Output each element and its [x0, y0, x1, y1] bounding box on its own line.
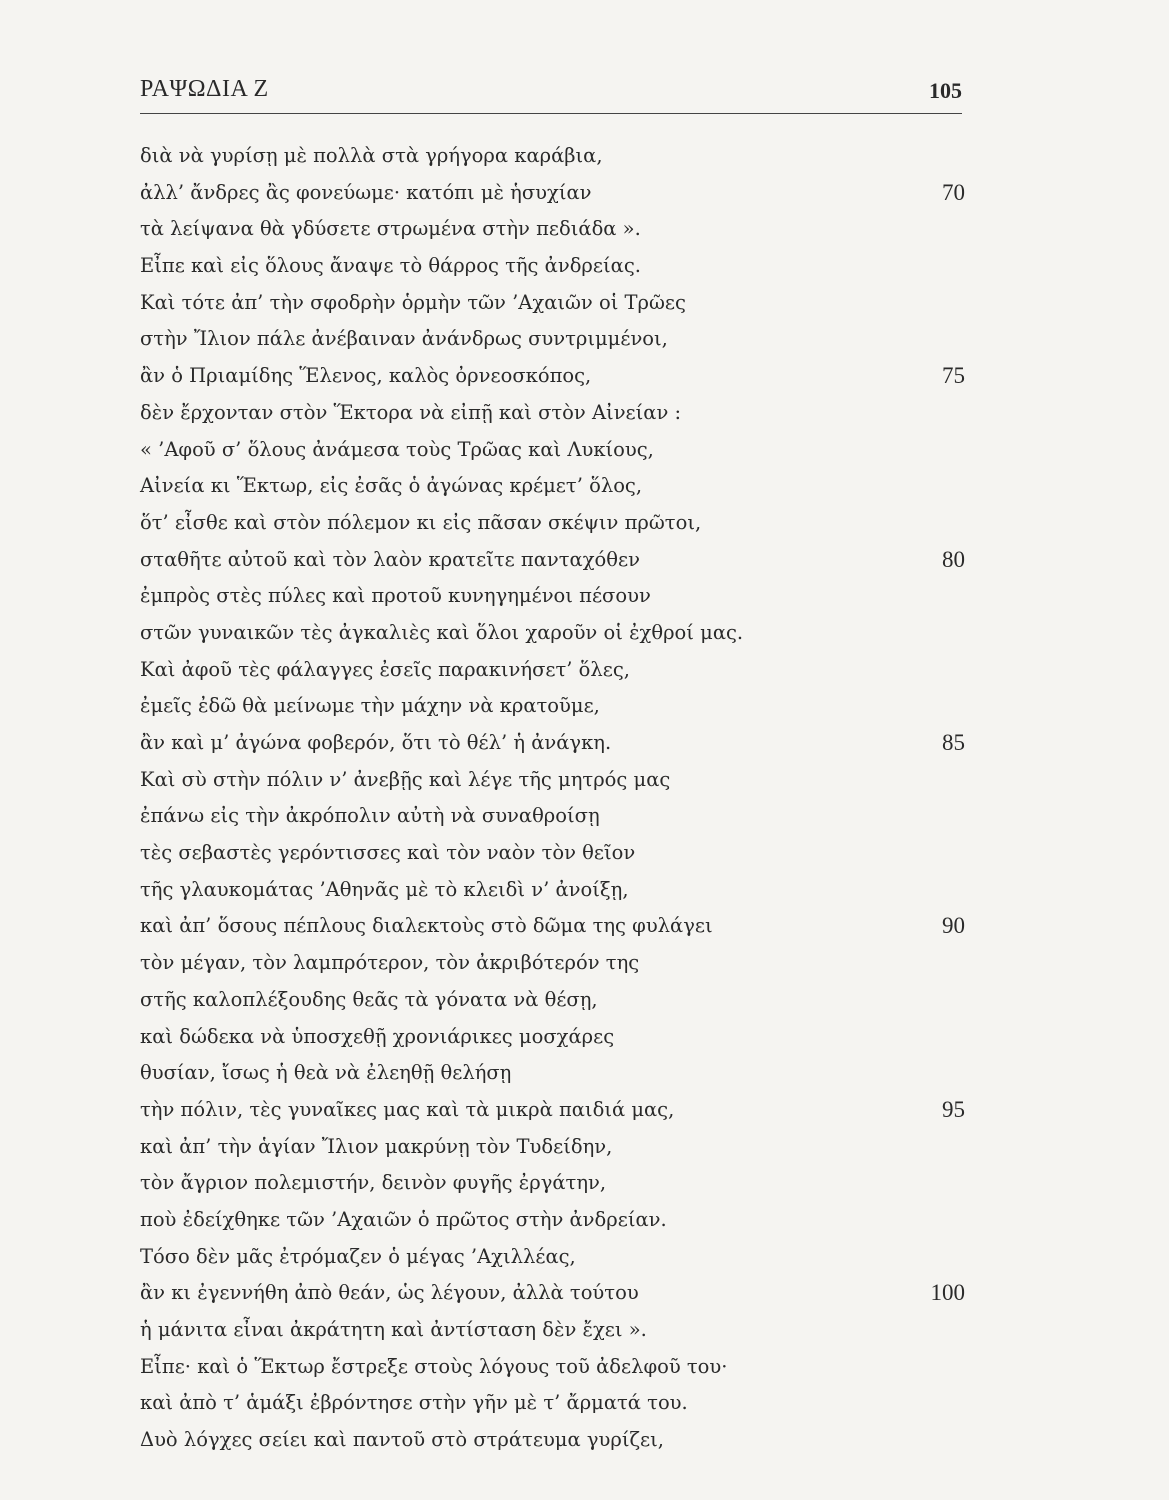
verse-line: [140, 1129, 965, 1166]
verse-line: [140, 872, 965, 909]
verse-line: [140, 211, 965, 248]
verse-text: καὶ ἀπ’ ὅσους πέπλους διαλεκτοὺς στὸ δῶμα της φυλάγει: [140, 914, 713, 938]
verse-line: [140, 1019, 965, 1056]
verse-text: καὶ ἀπ’ τὴν ἁγίαν Ἴλιον μακρύνῃ τὸν Τυδείδην,: [140, 1134, 613, 1158]
verse-text: τὸν ἄγριον πολεμιστήν, δεινὸν φυγῆς ἐργάτην,: [140, 1171, 607, 1195]
verse-text: καὶ ἀπὸ τ’ ἁμάξι ἐβρόντησε στὴν γῆν μὲ τ’ ἄρματά του.: [140, 1391, 688, 1415]
verse-line: [140, 1275, 965, 1312]
running-head: [140, 76, 962, 106]
verse-text: τὴν πόλιν, τὲς γυναῖκες μας καὶ τὰ μικρὰ παιδιά μας,: [140, 1097, 675, 1121]
verse-line: [140, 432, 965, 469]
verse-text: Καὶ τότε ἀπ’ τὴν σφοδρὴν ὁρμὴν τῶν ’Αχαιῶν οἱ Τρῶες: [140, 290, 686, 314]
verse-text: στῶν γυναικῶν τὲς ἀγκαλιὲς καὶ ὅλοι χαροῦν οἱ ἐχθροί μας.: [140, 620, 744, 644]
running-head-title: ΡΑΨΩΔΙΑ Ζ: [140, 76, 269, 102]
verse-line: [140, 1385, 965, 1422]
verse-line: [140, 1312, 965, 1349]
verse-text: Δυὸ λόγχες σείει καὶ παντοῦ στὸ στράτευμα γυρίζει,: [140, 1428, 664, 1452]
verse-text: καὶ δώδεκα νὰ ὑποσχεθῇ χρονιάρικες μοσχάρες: [140, 1024, 615, 1048]
verse-text: στὴν Ἴλιον πάλε ἀνέβαιναν ἀνάνδρως συντριμμένοι,: [140, 327, 668, 351]
verse-text: ἂν ὁ Πριαμίδης Ἕλενος, καλὸς ὀρνεοσκόπος,: [140, 364, 592, 388]
verse-line: [140, 762, 965, 799]
line-number: 80: [942, 546, 965, 572]
verse-text: ἐμεῖς ἐδῶ θὰ μείνωμε τὴν μάχην νὰ κρατοῦμε,: [140, 694, 600, 718]
line-number: 90: [942, 913, 965, 939]
line-number: 95: [942, 1096, 965, 1122]
verse-line: [140, 908, 965, 945]
verse-line: [140, 1055, 965, 1092]
verse-line: [140, 1422, 965, 1459]
verse-text: τῆς γλαυκομάτας ’Αθηνᾶς μὲ τὸ κλειδὶ ν’ ἀνοίξῃ,: [140, 877, 629, 901]
verse-line: [140, 468, 965, 505]
verse-text: Εἶπε· καὶ ὁ Ἕκτωρ ἔστρεξε στοὺς λόγους τοῦ ἀδελφοῦ του·: [140, 1354, 728, 1378]
verse-text: ἐμπρὸς στὲς πύλες καὶ προτοῦ κυνηγημένοι πέσουν: [140, 584, 651, 608]
verse-line: [140, 1092, 965, 1129]
verse-line: [140, 358, 965, 395]
verse-line: [140, 138, 965, 175]
verse-line: [140, 798, 965, 835]
verse-line: [140, 1239, 965, 1276]
verse-line: [140, 1202, 965, 1239]
line-number: 100: [930, 1280, 965, 1306]
line-number: 70: [942, 179, 965, 205]
verse-line: [140, 505, 965, 542]
verse-line: [140, 945, 965, 982]
verse-line: [140, 982, 965, 1019]
verse-line: [140, 652, 965, 689]
verse-text: Αἰνεία κι Ἕκτωρ, εἰς ἐσᾶς ὁ ἀγώνας κρέμετ’ ὅλος,: [140, 474, 643, 498]
verse-text: ποὺ ἐδείχθηκε τῶν ’Αχαιῶν ὁ πρῶτος στὴν ἀνδρείαν.: [140, 1207, 667, 1231]
verse-text: δὲν ἔρχονταν στὸν Ἕκτορα νὰ εἰπῇ καὶ στὸν Αἰνείαν :: [140, 400, 682, 424]
verse-text: Τόσο δὲν μᾶς ἐτρόμαζεν ὁ μέγας ’Αχιλλέας,: [140, 1244, 576, 1268]
verse-line: [140, 248, 965, 285]
verse-line: [140, 835, 965, 872]
verse-text: διὰ νὰ γυρίσῃ μὲ πολλὰ στὰ γρήγορα καράβια,: [140, 144, 603, 167]
header-rule: [140, 113, 962, 114]
line-number: 85: [942, 730, 965, 755]
verse-line: [140, 688, 965, 725]
verse-text: θυσίαν, ἴσως ἡ θεὰ νὰ ἐλεηθῇ θελήσῃ: [140, 1061, 512, 1085]
verse-line: [140, 1165, 965, 1202]
verse-text: ἂν καὶ μ’ ἀγώνα φοβερόν, ὅτι τὸ θέλ’ ἡ ἀνάγκη.: [140, 731, 612, 754]
verse-text: σταθῆτε αὐτοῦ καὶ τὸν λαὸν κρατεῖτε πανταχόθεν: [140, 547, 640, 571]
verse-list: [140, 138, 965, 1459]
verse-text: στῆς καλοπλέξουδης θεᾶς τὰ γόνατα νὰ θέσῃ,: [140, 987, 598, 1011]
verse-text: τὰ λείψανα θὰ γδύσετε στρωμένα στὴν πεδιάδα ».: [140, 217, 641, 241]
verse-text: ἀλλ’ ἄνδρες ἂς φονεύωμε· κατόπι μὲ ἡσυχίαν: [140, 180, 592, 204]
verse-text: ὅτ’ εἶσθε καὶ στὸν πόλεμον κι εἰς πᾶσαν σκέψιν πρῶτοι,: [140, 510, 702, 534]
verse-line: [140, 615, 965, 652]
verse-text: « ’Αφοῦ σ’ ὅλους ἀνάμεσα τοὺς Τρῶας καὶ Λυκίους,: [140, 437, 654, 461]
verse-text: τὸν μέγαν, τὸν λαμπρότερον, τὸν ἀκριβότερόν της: [140, 951, 640, 975]
verse-line: [140, 285, 965, 322]
verse-text: ἐπάνω εἰς τὴν ἀκρόπολιν αὐτὴ νὰ συναθροίσῃ: [140, 804, 600, 828]
verse-text: ἡ μάνιτα εἶναι ἀκράτητη καὶ ἀντίσταση δὲν ἔχει ».: [140, 1318, 647, 1341]
verse-text: Καὶ σὺ στὴν πόλιν ν’ ἀνεβῇς καὶ λέγε τῆς μητρός μας: [140, 767, 671, 791]
verse-text: ἂν κι ἐγεννήθη ἀπὸ θεάν, ὡς λέγουν, ἀλλὰ τούτου: [140, 1281, 639, 1305]
verse-text: τὲς σεβαστὲς γερόντισσες καὶ τὸν ναὸν τὸν θεῖον: [140, 841, 636, 865]
verse-text: Καὶ ἀφοῦ τὲς φάλαγγες ἐσεῖς παρακινήσετ’ ὅλες,: [140, 657, 630, 681]
verse-line: [140, 578, 965, 615]
line-number: 75: [942, 363, 965, 389]
verse-line: [140, 175, 965, 212]
verse-text: Εἶπε καὶ εἰς ὅλους ἄναψε τὸ θάρρος τῆς ἀνδρείας.: [140, 254, 641, 278]
verse-line: [140, 542, 965, 579]
verse-line: [140, 1349, 965, 1386]
verse-line: [140, 395, 965, 432]
page-number: 105: [929, 78, 962, 103]
verse-line: [140, 321, 965, 358]
verse-line: [140, 725, 965, 762]
